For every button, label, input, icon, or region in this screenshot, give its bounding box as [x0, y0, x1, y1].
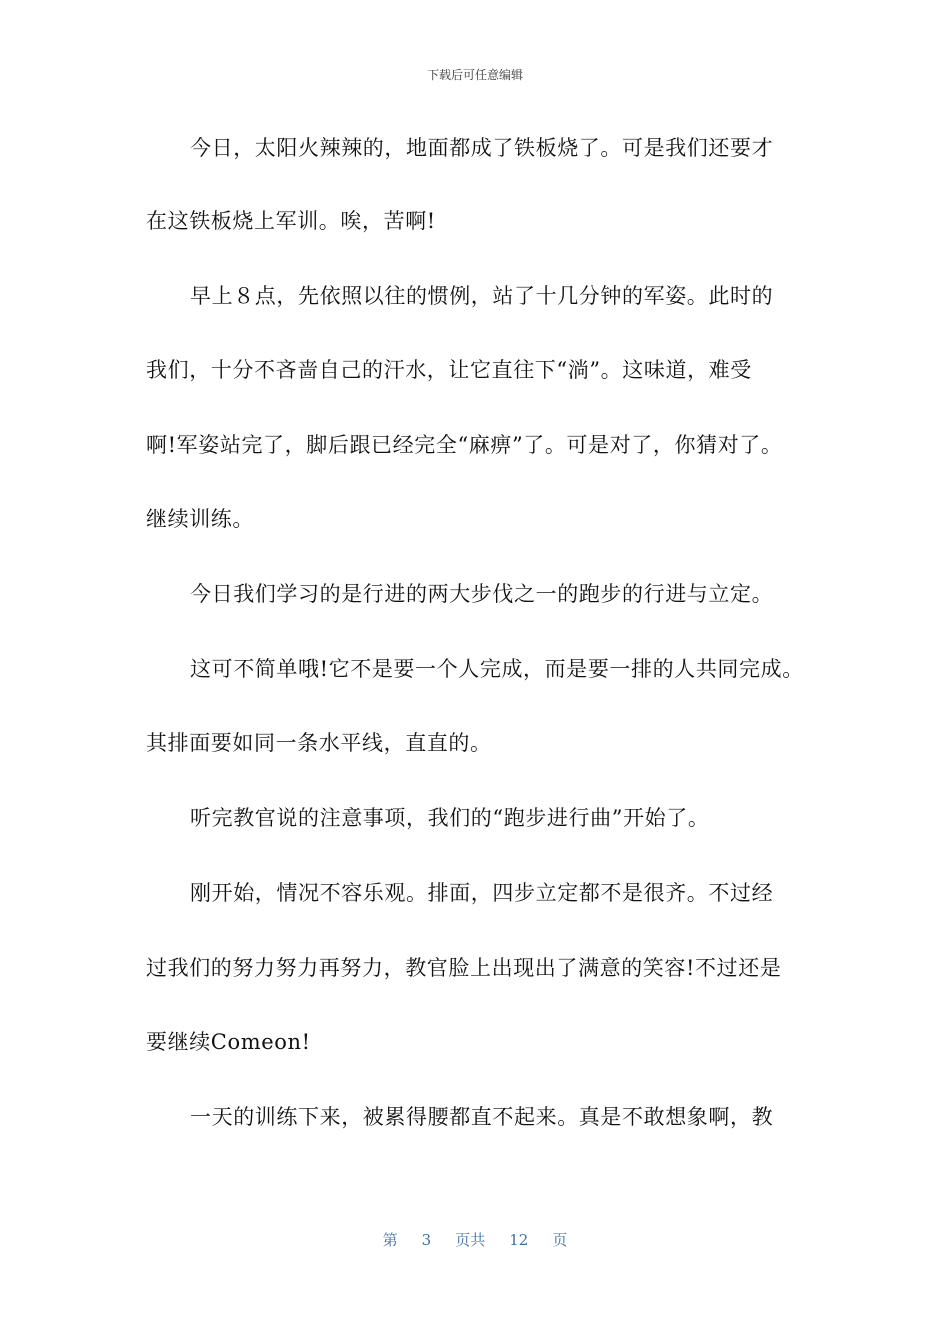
paragraph-line: 我们，十分不吝啬自己的汗水，让它直往下“淌”。这味道，难受: [146, 358, 752, 382]
paragraph-line: 一天的训练下来，被累得腰都直不起来。真是不敢想象啊，教: [190, 1105, 774, 1129]
total-page-count: 12: [509, 1231, 529, 1249]
footer-prefix: 第: [382, 1231, 398, 1249]
paragraph-line: 今日，太阳火辣辣的，地面都成了铁板烧了。可是我们还要才: [190, 136, 774, 160]
paragraph-line: 早上８点，先依照以往的惯例，站了十几分钟的军姿。此时的: [190, 284, 774, 308]
paragraph-line: 继续训练。: [146, 507, 254, 531]
paragraph-line: 啊!军姿站完了，脚后跟已经完全“麻痹”了。可是对了，你猜对了。: [146, 433, 783, 457]
page-footer: [0, 1229, 950, 1250]
paragraph-line: 过我们的努力努力再努力，教官脸上出现出了满意的笑容!不过还是: [146, 956, 782, 980]
footer-middle: 页共: [455, 1231, 486, 1249]
paragraph-line: 今日我们学习的是行进的两大步伐之一的跑步的行进与立定。: [190, 582, 774, 606]
footer-suffix: 页: [552, 1231, 568, 1249]
paragraph-line: 刚开始，情况不容乐观。排面，四步立定都不是很齐。不过经: [190, 881, 774, 905]
paragraph-line: 这可不简单哦!它不是要一个人完成，而是要一排的人共同完成。: [190, 657, 804, 681]
page-header: 下载后可任意编辑: [426, 68, 523, 82]
paragraph-line: 在这铁板烧上军训。唉，苦啊!: [146, 209, 436, 233]
paragraph-line: 其排面要如同一条水平线，直直的。: [146, 731, 492, 755]
paragraph-line: 要继续Comeon!: [146, 1030, 311, 1054]
current-page-number: 3: [421, 1231, 432, 1249]
paragraph-line: 听完教官说的注意事项，我们的“跑步进行曲”开始了。: [190, 806, 710, 830]
